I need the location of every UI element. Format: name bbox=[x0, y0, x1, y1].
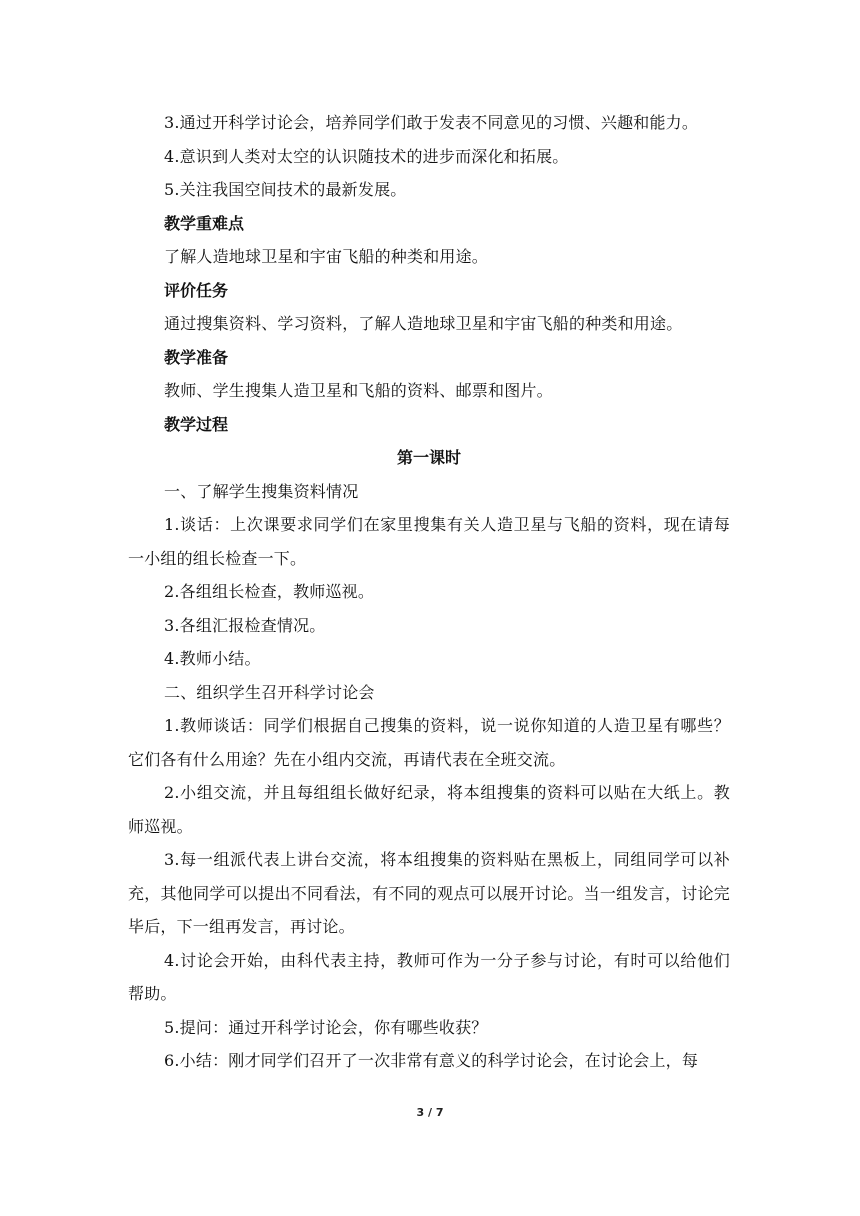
step-1-2: 2.各组组长检查，教师巡视。 bbox=[164, 582, 375, 601]
step-2-6: 6.小结：刚才同学们召开了一次非常有意义的科学讨论会，在讨论会上，每 bbox=[164, 1051, 699, 1070]
objective-4: 4.意识到人类对太空的认识随技术的进步而深化和拓展。 bbox=[164, 146, 569, 166]
objective-5: 5.关注我国空间技术的最新发展。 bbox=[164, 180, 407, 199]
teaching-prep-text: 教师、学生搜集人造卫星和飞船的资料、邮票和图片。 bbox=[164, 381, 553, 400]
heading-key-difficulties: 教学重难点 bbox=[164, 213, 245, 233]
heading-teaching-prep: 教学准备 bbox=[164, 347, 229, 367]
step-1-1: 1.谈话：上次课要求同学们在家里搜集有关人造卫星与飞船的资料，现在请每一小组的组长检查一下。 bbox=[128, 515, 730, 568]
key-difficulties-text: 了解人造地球卫星和宇宙飞船的种类和用途。 bbox=[164, 247, 489, 266]
page-number: 3 / 7 bbox=[416, 1106, 444, 1119]
document-body bbox=[128, 106, 730, 1078]
section-1-title: 一、了解学生搜集资料情况 bbox=[164, 481, 359, 501]
evaluation-task-text: 通过搜集资料、学习资料，了解人造地球卫星和宇宙飞船的种类和用途。 bbox=[164, 314, 683, 333]
step-2-1: 1.教师谈话：同学们根据自己搜集的资料，说一说你知道的人造卫星有哪些？它们各有什么用途？先在小组内交流，再请代表在全班交流。 bbox=[128, 716, 730, 769]
step-2-2: 2.小组交流，并且每组组长做好纪录，将本组搜集的资料可以贴在大纸上。教师巡视。 bbox=[128, 783, 730, 836]
step-2-5: 5.提问：通过开科学讨论会，你有哪些收获？ bbox=[164, 1017, 488, 1037]
step-1-3: 3.各组汇报检查情况。 bbox=[164, 615, 326, 635]
section-2-title: 二、组织学生召开科学讨论会 bbox=[164, 682, 375, 702]
step-2-3: 3.每一组派代表上讲台交流，将本组搜集的资料贴在黑板上，同组同学可以补充，其他同学可以提出不同看法，有不同的观点可以展开讨论。当一组发言，讨论完毕后，下一组再发言，再讨论。 bbox=[128, 850, 730, 936]
step-1-4: 4.教师小结。 bbox=[164, 649, 261, 668]
heading-teaching-process: 教学过程 bbox=[164, 414, 229, 434]
lesson-title: 第一课时 bbox=[396, 448, 461, 467]
step-2-4: 4.讨论会开始，由科代表主持，教师可作为一分子参与讨论，有时可以给他们帮助。 bbox=[128, 950, 730, 1003]
heading-evaluation-task: 评价任务 bbox=[164, 280, 229, 300]
objective-3: 3.通过开科学讨论会，培养同学们敢于发表不同意见的习惯、兴趣和能力。 bbox=[164, 113, 699, 132]
